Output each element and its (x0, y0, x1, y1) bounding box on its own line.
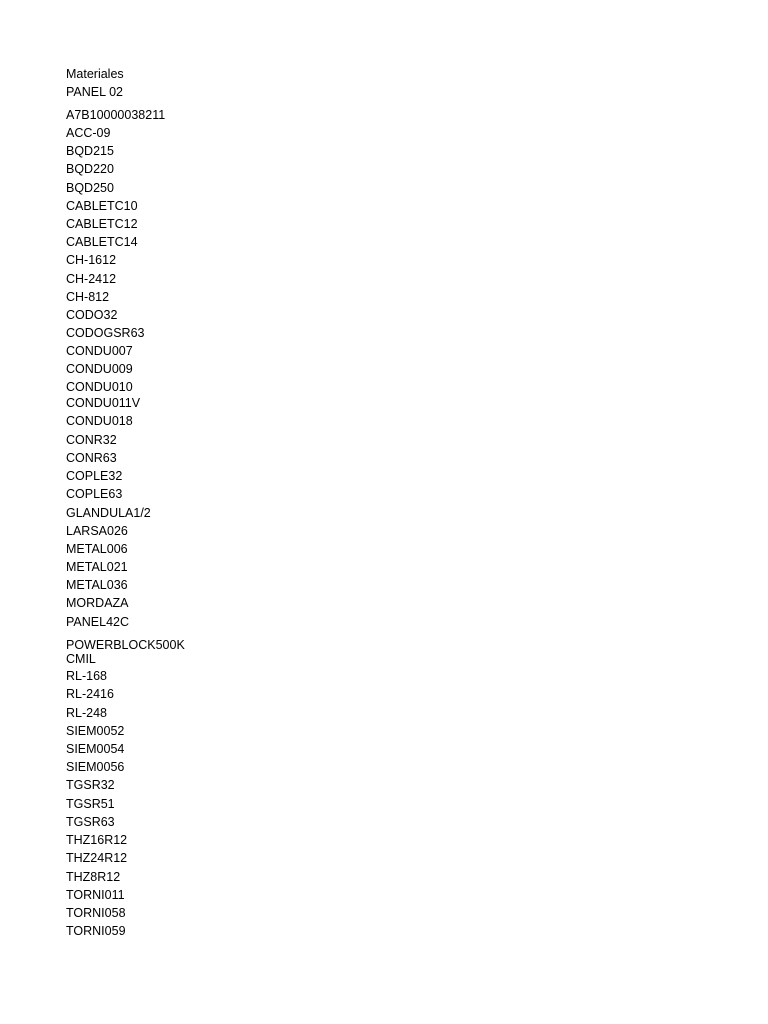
material-item: TGSR63 (66, 815, 115, 829)
material-item: CABLETC12 (66, 217, 138, 231)
material-item: CONDU011V (66, 396, 141, 410)
material-item: RL-248 (66, 706, 107, 720)
material-item: MORDAZA (66, 596, 129, 610)
material-item: METAL006 (66, 542, 128, 556)
material-item: CONDU007 (66, 344, 133, 358)
material-item: A7B10000038211 (66, 108, 166, 122)
material-item: THZ24R12 (66, 851, 128, 865)
material-item: METAL021 (66, 560, 128, 574)
material-item: CONR32 (66, 433, 117, 447)
material-item: TORNI011 (66, 888, 125, 902)
material-item: THZ16R12 (66, 833, 128, 847)
material-item: TGSR51 (66, 797, 115, 811)
material-item: TORNI059 (66, 924, 126, 938)
material-item: BQD220 (66, 162, 114, 176)
materials-header: Materiales (66, 67, 124, 81)
material-item: POWERBLOCK500K CMIL (66, 638, 185, 666)
material-item: CABLETC10 (66, 199, 138, 213)
material-item: BQD250 (66, 181, 114, 195)
material-item: COPLE63 (66, 487, 123, 501)
material-item: LARSA026 (66, 524, 128, 538)
material-item: CODOGSR63 (66, 326, 145, 340)
material-item: CONDU009 (66, 362, 133, 376)
material-item: GLANDULA1/2 (66, 506, 151, 520)
material-item: CH-1612 (66, 253, 117, 267)
material-item: COPLE32 (66, 469, 123, 483)
material-item: ACC-09 (66, 126, 111, 140)
material-item: CODO32 (66, 308, 118, 322)
material-item: CONR63 (66, 451, 117, 465)
material-item: RL-168 (66, 669, 107, 683)
material-item: METAL036 (66, 578, 128, 592)
panel-label: PANEL 02 (66, 85, 123, 99)
material-item: SIEM0052 (66, 724, 125, 738)
material-item: CONDU018 (66, 414, 133, 428)
material-item: THZ8R12 (66, 870, 121, 884)
material-item: CONDU010 (66, 380, 133, 394)
material-item: CH-2412 (66, 272, 117, 286)
material-item: CH-812 (66, 290, 110, 304)
material-item: PANEL42C (66, 615, 129, 629)
material-item: BQD215 (66, 144, 114, 158)
material-item: TORNI058 (66, 906, 126, 920)
material-item: TGSR32 (66, 778, 115, 792)
material-item: SIEM0056 (66, 760, 125, 774)
material-item: RL-2416 (66, 687, 114, 701)
material-item: SIEM0054 (66, 742, 125, 756)
material-item: CABLETC14 (66, 235, 138, 249)
